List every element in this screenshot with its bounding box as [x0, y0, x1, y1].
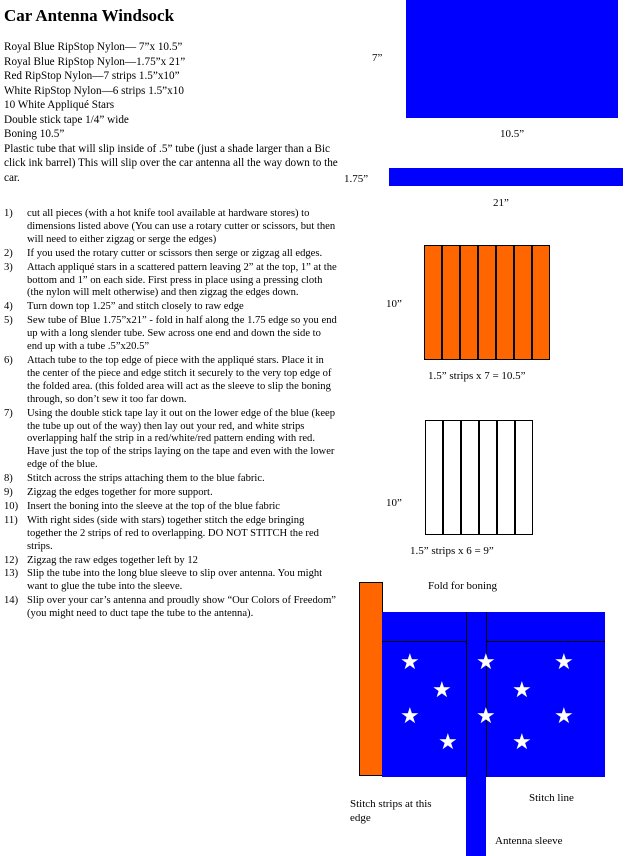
step-number: 1) — [4, 208, 13, 219]
step-text: Slip the tube into the long blue sleeve to slip over antenna. You might want to glue the tube into the sleeve. — [27, 568, 323, 593]
material-item: Plastic tube that will slip inside of .5” tube (just a shade larger than a Bic click ink barrel) This will slip over the car antenna all the way down to the car. — [4, 142, 338, 184]
step-text: Stitch across the strips attaching them to the blue fabric. — [27, 473, 265, 485]
step-text: With right sides (side with stars) together stitch the edge bringing together the 2 strips of red to overlapping. DO NOT STITCH the red strips. — [27, 514, 319, 552]
star-icon: ★ — [400, 704, 420, 729]
step-text: Slip over your car’s antenna and proudly show “Our Colors of Freedom” (you might need to duct tape the tube to the antenna). — [27, 595, 337, 620]
step-number: 7) — [4, 407, 13, 419]
step-number: 13) — [4, 568, 19, 580]
step-item — [4, 568, 338, 594]
page-title: Car Antenna Windsock — [4, 6, 175, 25]
step-number: 8) — [4, 473, 13, 485]
material-item: Boning 10.5” — [4, 128, 65, 140]
star-field — [382, 612, 605, 777]
step-number: 10) — [4, 500, 19, 512]
step-text: Zigzag the edges together for more support. — [27, 487, 213, 499]
fabric-strip — [496, 245, 514, 360]
material-item: White RipStop Nylon—6 strips 1.5”x10 — [4, 84, 184, 97]
step-item — [4, 408, 338, 473]
fabric-strip — [514, 245, 532, 360]
fabric-strip — [479, 420, 497, 535]
step-item — [4, 248, 338, 261]
step-item — [4, 301, 338, 314]
tube-diagram — [389, 168, 623, 186]
material-item: Red RipStop Nylon—7 strips 1.5”x10” — [4, 70, 180, 82]
step-number: 12) — [4, 554, 19, 566]
fabric-strip — [497, 420, 515, 535]
star-icon: ★ — [554, 650, 574, 675]
step-text: If you used the rotary cutter or scissors then serge or zigzag all edges. — [27, 247, 323, 259]
step-item — [4, 515, 338, 554]
step-item — [4, 595, 338, 621]
step-item — [4, 208, 338, 247]
step-number: 2) — [4, 247, 13, 259]
white-strips-diagram — [425, 420, 533, 535]
blue-piece-height-label: 7” — [372, 52, 383, 64]
white-strips-height-label: 10” — [386, 497, 402, 509]
step-number: 5) — [4, 315, 13, 327]
white-strips-caption: 1.5” strips x 6 = 9” — [410, 545, 494, 557]
tube-height-label: 1.75” — [344, 173, 369, 185]
fabric-strip — [532, 245, 550, 360]
fabric-strip — [461, 420, 479, 535]
step-item — [4, 473, 338, 486]
stitch-line-label: Stitch line — [529, 792, 574, 804]
fabric-strip — [442, 245, 460, 360]
step-text: Attach appliqué stars in a scattered pattern leaving 2” at the top, 1” at the bottom and 1” on each side. First press in place using a pressing cloth (the nylon will melt otherwise) and then zigzag the edges down. — [27, 261, 337, 299]
material-item: Double stick tape 1/4” wide — [4, 113, 129, 126]
instruction-steps — [4, 208, 338, 621]
step-text: Zigzag the raw edges together left by 12 — [27, 554, 198, 566]
fabric-strip — [478, 245, 496, 360]
step-number: 11) — [4, 514, 18, 526]
step-text: Sew tube of Blue 1.75”x21” - fold in half along the 1.75 edge so you end up with a long slender tube. Sew across one end and down the side to end up with a tube .5”x20.5” — [27, 315, 337, 353]
star-icon: ★ — [512, 678, 532, 703]
step-number: 6) — [4, 354, 13, 366]
material-item: 10 White Appliqué Stars — [4, 99, 115, 111]
star-icon: ★ — [400, 650, 420, 675]
red-strip-edge — [359, 582, 383, 776]
red-strips-height-label: 10” — [386, 298, 402, 310]
step-text: Turn down top 1.25” and stitch closely to raw edge — [27, 301, 244, 313]
materials-list — [4, 40, 338, 185]
fold-label: Fold for boning — [428, 580, 498, 592]
fabric-strip — [424, 245, 442, 360]
red-strips-diagram — [424, 245, 550, 360]
star-icon: ★ — [512, 730, 532, 755]
fabric-strip — [425, 420, 443, 535]
tube-width-label: 21” — [493, 197, 509, 209]
antenna-sleeve-label: Antenna sleeve — [495, 835, 563, 847]
blue-piece-width-label: 10.5” — [500, 128, 525, 140]
step-number: 4) — [4, 301, 13, 313]
star-icon: ★ — [432, 678, 452, 703]
star-icon: ★ — [438, 730, 458, 755]
step-number: 14) — [4, 595, 19, 607]
step-item — [4, 315, 338, 354]
star-icon: ★ — [476, 650, 496, 675]
step-item — [4, 555, 338, 568]
step-number: 9) — [4, 487, 13, 499]
step-text: Attach tube to the top edge of piece with the appliqué stars. Place it in the center of the piece and edge stitch it securely to the very top edge of the folded area. (this folded area will act as the sleeve to slip the boning through, so don’t sew it too far down. — [27, 354, 332, 405]
step-item — [4, 487, 338, 500]
step-item — [4, 262, 338, 301]
red-strips-caption: 1.5” strips x 7 = 10.5” — [428, 370, 526, 382]
step-text: Insert the boning into the sleeve at the top of the blue fabric — [27, 500, 280, 512]
fabric-strip — [515, 420, 533, 535]
star-icon: ★ — [476, 704, 496, 729]
fabric-strip — [460, 245, 478, 360]
step-number: 3) — [4, 261, 13, 273]
step-item — [4, 355, 338, 407]
material-item: Royal Blue RipStop Nylon— 7”x 10.5” — [4, 41, 183, 53]
step-text: Using the double stick tape lay it out on the lower edge of the blue (keep the tube up out of the way) then lay out your red, and white strips overlapping half the strip in a red/white/red pattern ending with red. Have just the top of the strips laying on the tape and even with the lower edge of the blue. — [27, 407, 336, 471]
step-item — [4, 501, 338, 514]
stitch-strips-label: Stitch strips at this edge — [350, 798, 432, 824]
step-text: cut all pieces (with a hot knife tool available at hardware stores) to dimensions listed above (You can use a rotary cutter or scissors, but then will need to either zigzag or serge the edges) — [27, 208, 336, 245]
material-item: Royal Blue RipStop Nylon—1.75”x 21” — [4, 55, 186, 68]
blue-piece-diagram — [406, 0, 618, 118]
star-icon: ★ — [554, 704, 574, 729]
fabric-strip — [443, 420, 461, 535]
